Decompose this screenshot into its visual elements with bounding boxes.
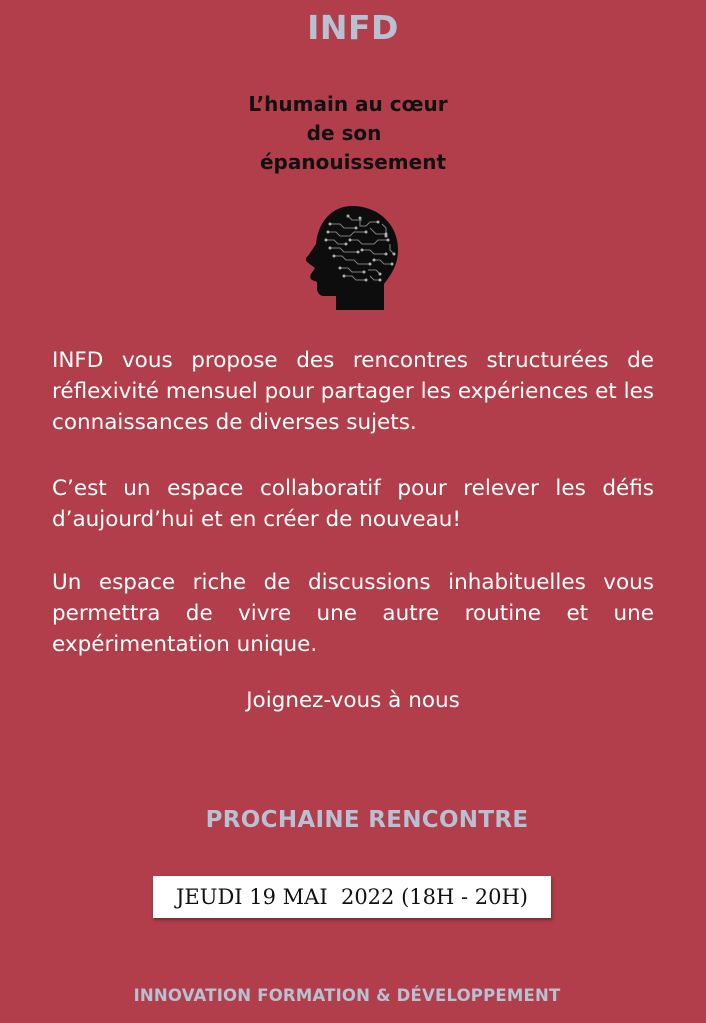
event-date-box: [153, 876, 551, 918]
tagline-line-3: épanouissement: [259, 150, 447, 174]
brain-head-icon: [300, 204, 404, 312]
call-to-action: Joignez-vous à nous: [246, 688, 460, 713]
tagline-line-2: de son: [306, 121, 382, 145]
tagline-line-1: L’humain au cœur: [248, 92, 448, 116]
page-title: INFD: [307, 8, 399, 47]
footer-tagline: INNOVATION FORMATION & DÉVELOPPEMENT: [133, 986, 561, 1005]
collaborative-paragraph: C’est un espace collaboratif pour relever les défis d’aujourd’hui et en créer de nouveau!: [52, 476, 654, 532]
next-meeting-heading: PROCHAINE RENCONTRE: [205, 807, 529, 833]
intro-paragraph: INFD vous propose des rencontres structurées de réflexivité mensuel pour partager les expériences et les connaissances de diverses sujets.: [52, 348, 654, 435]
discussion-paragraph: Un espace riche de discussions inhabituelles vous permettra de vivre une autre routine et une expérimentation unique.: [52, 570, 654, 657]
event-date: JEUDI 19 MAI 2022 (18H - 20H): [176, 885, 528, 909]
tagline: [0, 90, 706, 177]
